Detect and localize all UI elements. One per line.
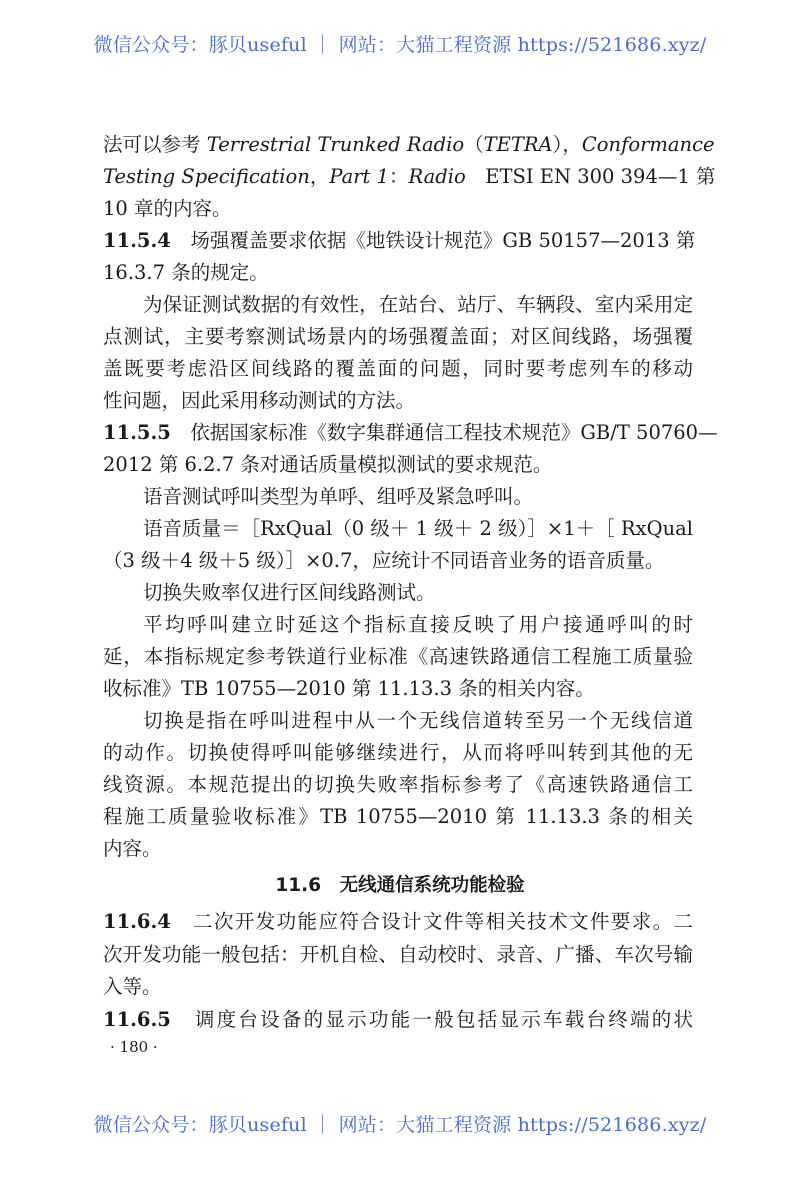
text-line [103,644,693,670]
text-line [143,484,693,510]
text-line [103,452,693,478]
text-span: 调度台设备的显示功能一般包括显示车载台终端的状 [170,1008,693,1031]
text-line [143,516,693,542]
text-span: Testing Specification [103,165,310,188]
text-span: 2012 第 6.2.7 条对通话质量模拟测试的要求规范。 [103,453,553,476]
text-line [103,804,693,830]
text-span: 切换是指在呼叫进程中从一个无线信道转至另一个无线信道 [143,709,693,732]
text-span: 语音测试呼叫类型为单呼、组呼及紧急呼叫。 [143,485,534,508]
text-line [143,612,693,638]
text-span: Terrestrial Trunked Radio [206,133,465,156]
text-span: ， [309,165,330,188]
text-span: 程施工质量验收标准》TB 10755—2010 第 11.13.3 条的相关 [103,805,693,828]
clause-number: 11.5.4 [103,229,171,252]
text-span: 语音质量＝［RxQual（0 级＋ 1 级＋ 2 级）］×1＋［ RxQual [143,517,693,540]
text-line [103,772,693,798]
text-span: 内容。 [103,837,162,860]
text-line [143,292,693,318]
clause-number: 11.6.5 [103,1008,171,1031]
text-span: 线资源。本规范提出的切换失败率指标参考了《高速铁路通信工 [103,773,693,796]
clause-number: 11.5.5 [103,421,171,444]
text-span: ETSI EN 300 394—1 第 [465,165,716,188]
text-span: 平均呼叫建立时延这个指标直接反映了用户接通呼叫的时 [143,613,693,636]
text-line [103,388,693,414]
text-span: （3 级＋4 级＋5 级）］×0.7，应统计不同语音业务的语音质量。 [103,549,665,572]
text-span: 16.3.7 条的规定。 [103,261,269,284]
text-line [103,1007,693,1033]
text-line [103,324,693,350]
text-line [103,548,693,574]
text-span: 场强覆盖要求依据《地铁设计规范》GB 50157—2013 第 [170,229,696,252]
page-number: · 180 · [110,1038,158,1056]
text-span: 点测试，主要考察测试场景内的场强覆盖面；对区间线路，场强覆 [103,325,693,348]
text-span: Part 1 [329,165,389,188]
text-span: 次开发功能一般包括：开机自检、自动校时、录音、广播、车次号输 [103,943,693,966]
text-span: 入等。 [103,975,162,998]
text-line [103,974,693,1000]
text-span: ： [388,165,409,188]
text-line [103,740,693,766]
text-span: Conformance [581,133,715,156]
text-line [103,676,693,702]
text-span: 延，本指标规定参考铁道行业标准《高速铁路通信工程施工质量验 [103,645,693,668]
text-span: 依据国家标准《数字集群通信工程技术规范》GB/T 50760— [170,421,718,444]
text-span: 性问题，因此采用移动测试的方法。 [103,389,416,412]
text-line [103,942,693,968]
text-span: ）， [552,133,582,156]
text-span: Radio [408,165,466,188]
text-span: （ [464,133,484,156]
clause-number: 11.6.4 [103,910,171,933]
text-line [143,580,693,606]
text-span: 法可以参考 [103,133,207,156]
text-span: 收标准》TB 10755—2010 第 11.13.3 条的相关内容。 [103,677,595,700]
text-line [103,132,715,158]
text-line [103,196,693,222]
text-line [143,708,693,734]
watermark-top: 微信公众号：豚贝useful ｜ 网站：大猫工程资源 https://521686.xyz/ [93,34,707,56]
section-heading: 11.6 无线通信系统功能检验 [275,875,525,896]
text-span: 盖既要考虑沿区间线路的覆盖面的问题，同时要考虑列车的移动 [103,357,693,380]
text-line [103,356,693,382]
text-line [103,420,718,446]
text-span: 二次开发功能应符合设计文件等相关技术文件要求。二 [170,910,693,933]
text-span: 10 章的内容。 [103,197,232,220]
text-span: 切换失败率仅进行区间线路测试。 [143,581,436,604]
text-span: 的动作。切换使得呼叫能够继续进行，从而将呼叫转到其他的无 [103,741,693,764]
text-line [103,164,716,190]
text-span: TETRA [483,133,553,156]
text-line [103,260,693,286]
watermark-bottom: 微信公众号：豚贝useful ｜ 网站：大猫工程资源 https://521686.xyz/ [93,1114,707,1136]
text-line [103,228,696,254]
text-line [103,836,693,862]
text-line [103,909,693,935]
text-span: 为保证测试数据的有效性，在站台、站厅、车辆段、室内采用定 [143,293,693,316]
